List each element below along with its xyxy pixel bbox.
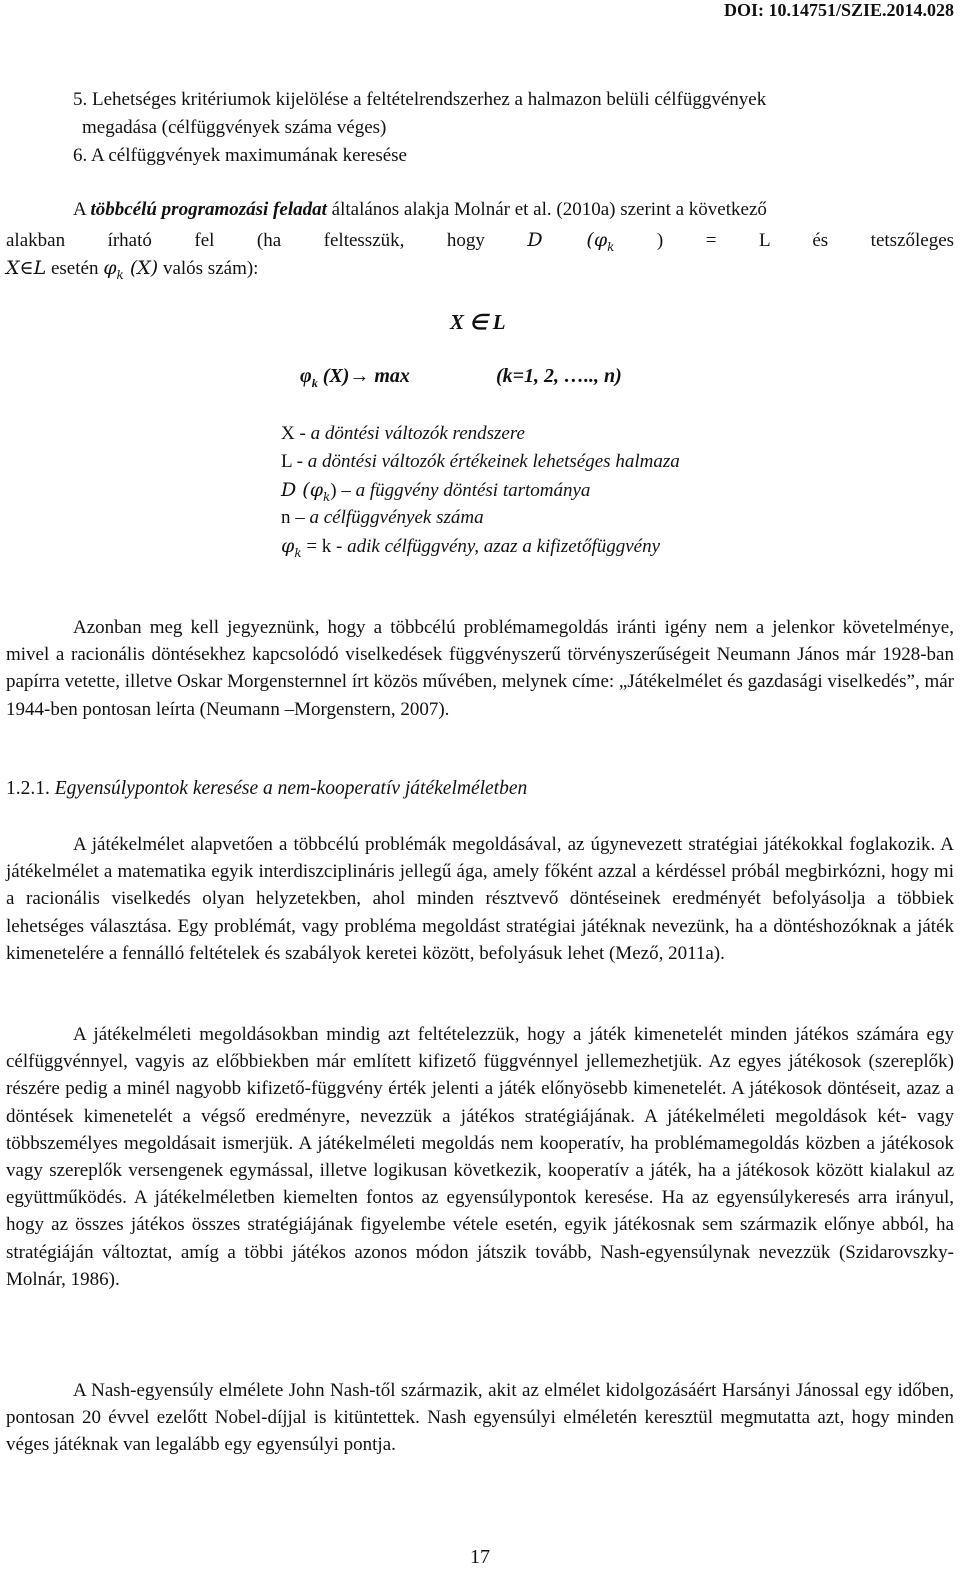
phi-symbol: φ [309,479,323,501]
definition-symbol: X - [281,423,306,444]
constraint-formula: X ∈ L [450,310,506,334]
definition-text: a döntési változók rendszere [305,423,525,444]
phi-symbol: φ [281,535,295,557]
intro-line3-text: esetén [50,258,99,279]
phi-symbol: φ [300,365,312,387]
definition-symbol: L - [281,451,303,472]
paragraph-3-text: A játékelméleti megoldásokban mindig azt feltételezzük, hogy a játék kimenetelét minden játékos számára egy célfüggvénnyel, vagyis az előbbiekben már említett kifizető függvénnyel jellemezhetjük. Az egyes játékosok (szereplők) részére pedig a minél nagyobb kifizető-függvény érték jelenti a játék előnyösebb kimenetelét. A játékosok döntéseit, azaz a döntések kimenetelét a végső eredményre, nevezzük a játékos stratégiájának. A játékelméleti megoldások két- vagy többszemélyes megoldásait ismerjük. A játékelméleti megoldás nem kooperatív, ha problémamegoldás közben a játékosok vagy szereplők versengenek egymással, illetve logikusan következik, kooperatív a játék, ha a játékosok között kialakul az együttműködés. A játékelméletben kiemelten fontos az egyensúlypontok keresése. Ha az egyensúlykeresés arra irányul, hogy az összes játékos összes stratégiájának figyelembe vétele esetén, egyik játékosnak sem származik előnye abból, ha stratégiáján változtat, amíg a többi játékos azonos módon játszik tovább, Nash-egyensúlynak nevezzük (Szidarovszky-Molnár, 1986). [6,1024,954,1290]
definition-n [281,506,484,530]
definition-text: a döntési változók értékeinek lehetséges halmaza [302,451,680,472]
k-subscript: k [607,239,615,254]
paragraph-4-text: A Nash-egyensúly elmélete John Nash-től származik, akit az elmélet kidolgozásáért Harsányi Jánossal egy időben, pontosan 20 évvel ezelőtt Nobel-díjjal is kitüntettek. Nash egyensúlyi elméletén keresztül megmutatta azt, hogy minden véges játéknak van legalább egy egyensúlyi pontja. [6,1380,954,1456]
intro-emphasis: többcélú programozási feladat [90,199,327,220]
intro-line3-end: valós szám): [162,258,259,279]
intro-line-1 [73,198,954,222]
list-item-5: 5. Lehetséges kritériumok kijelölése a feltételrendszerhez a halmazon belüli célfüggvények [73,89,767,110]
definition-d: D $(\varphi_k)$ – a függvény döntési tartománya [281,479,591,504]
definition-text: – a függvény döntési tartománya [336,480,591,501]
definition-symbol: n – [281,507,305,528]
intro-line-2 [6,228,954,259]
paren-x: (X) [129,257,159,279]
k-subscript: k [323,489,331,504]
k-range: (k=1, 2, ….., n) [496,365,622,387]
paragraph-4 [6,1377,954,1459]
section-heading [6,777,954,801]
phi-symbol: φ [593,229,608,251]
intro-rest: általános alakja Molnár et al. (2010a) szerint a következő [326,199,767,220]
list-item-6: 6. A célfüggvények maximumának keresése [73,145,407,166]
phi-symbol: φ [103,257,117,279]
paragraph-3 [6,1021,954,1293]
definition-text: adik célfüggvény, azaz a kifizetőfüggvény [342,536,661,557]
paragraph-1 [6,614,954,723]
k-subscript: k [116,267,124,282]
intro-line2-end: ) = L és tetszőleges [656,230,955,251]
x-in-l-inline: X∈L [6,257,47,279]
d-symbol: D [527,229,543,251]
k-subscript: k [311,376,318,390]
intro-line-3 [6,256,954,287]
x-max: (X)→ max [322,365,410,387]
definition-text: a célfüggvények száma [304,507,484,528]
section-title: Egyensúlypontok keresése a nem-kooperatív játékelméletben [54,778,528,799]
definition-symbol: ) [330,480,337,501]
k-subscript: k [294,545,302,560]
definition-phi [281,534,660,565]
intro-prefix: A [73,199,91,220]
definition-x [281,422,525,446]
page-number: 17 [470,1546,490,1568]
paragraph-2 [6,831,954,967]
paragraph-2-text: A játékelmélet alapvetően a többcélú problémák megoldásával, az úgynevezett stratégiai játékokkal foglakozik. A játékelmélet a matematika egyik interdiszciplináris jellegű ága, amely főként azzal a kérdéssel próbál megbirkózni, hogy mi a racionális viselkedés olyan helyzetekben, ahol minden résztvevő döntéseinek eredményét befolyásolja a többiek lehetséges választása. Egy problémát, vagy probléma megoldást stratégiai játéknak nevezünk, ha a döntéshozóknak a játék kimenetelére a fennálló feltételek és szabályok keretei között, befolyásuk lehet (Mező, 2011a). [6,834,954,964]
paragraph-1-text: Azonban meg kell jegyeznünk, hogy a többcélú problémamegoldás iránti igény nem a jelenkor követelménye, mivel a racionális döntésekhez kapcsolódó viselkedések függvényszerű törvényszerűségeit Neumann János már 1928-ban papírra vetette, illetve Oskar Morgensternnel írt közös művében, melynek címe: „Játékelmélet és gazdasági viselkedés”, már 1944-ben pontosan leírta (Neumann –Morgenstern, 2007). [6,617,954,720]
intro-line2-text: alakban írható fel (ha feltesszük, hogy [6,230,485,251]
d-symbol: D [281,479,297,501]
definition-l [281,450,680,474]
doi-header: DOI: 10.14751/SZIE.2014.028 [723,0,954,20]
definition-symbol: = k - [306,536,343,557]
objective-formula [300,365,410,391]
domain-expression: D ($\varphi_k$ [527,229,615,254]
section-number: 1.2.1. [6,778,50,799]
list-item-5-cont: megadása (célfüggvények száma véges) [82,117,387,138]
